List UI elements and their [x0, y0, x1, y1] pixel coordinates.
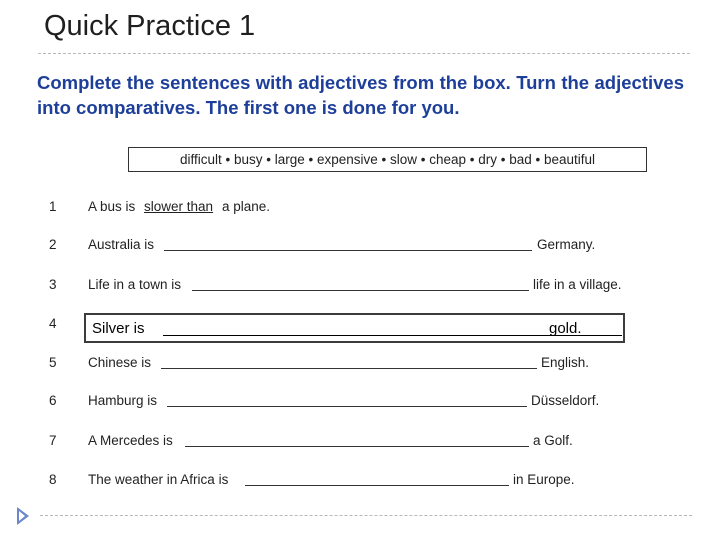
slide-title: Quick Practice 1 — [44, 10, 256, 42]
instructions-text: Complete the sentences with adjectives from the box. Turn the adjectives into comparatives. The first one is done for you. — [37, 72, 684, 118]
answer-blank[interactable] — [185, 446, 529, 447]
sentence-number: 5 — [49, 355, 57, 370]
sentence-number: 8 — [49, 472, 57, 487]
sentence-ending: in Europe. — [513, 472, 575, 487]
sentence-ending: Germany. — [537, 237, 596, 252]
top-divider — [38, 53, 690, 54]
sentence-ending: a Golf. — [533, 433, 573, 448]
sentence-text: A Mercedes is — [88, 433, 173, 448]
answer-blank[interactable] — [161, 368, 537, 369]
answer-blank[interactable] — [164, 250, 532, 251]
sentence-row-2 — [0, 237, 720, 259]
sentence-text: Silver is — [92, 320, 145, 337]
sentence-number: 3 — [49, 277, 57, 292]
slide-nav-arrow-icon[interactable] — [17, 507, 29, 525]
sentence-number: 2 — [49, 237, 57, 252]
sentence-number: 4 — [49, 316, 57, 331]
sentence-row-5 — [0, 355, 720, 377]
sentence-text: Chinese is — [88, 355, 152, 370]
sentence-row-1 — [0, 199, 720, 221]
sentence-text: Australia is — [88, 237, 155, 252]
sentence-text: Life in a town is — [88, 277, 182, 292]
word-box: difficult • busy • large • expensive • slow • cheap • dry • bad • beautiful — [128, 147, 647, 172]
sentence-ending: gold. — [549, 320, 582, 337]
sentence-ending: Düsseldorf. — [531, 393, 600, 408]
answer-blank[interactable] — [245, 485, 509, 486]
bottom-divider — [40, 515, 692, 516]
sentence-number: 6 — [49, 393, 57, 408]
sentence-text: Hamburg is — [88, 393, 158, 408]
sentence-text: A bus is — [88, 199, 136, 214]
sentence-number: 7 — [49, 433, 57, 448]
sentence-row-3 — [0, 277, 720, 299]
sentence-number: 1 — [49, 199, 57, 214]
sentence-text: The weather in Africa is — [88, 472, 229, 487]
sentence-ending: life in a village. — [533, 277, 622, 292]
sentence-ending: English. — [541, 355, 590, 370]
example-answer: slower than — [144, 199, 214, 214]
sentence-row-6 — [0, 393, 720, 415]
sentence-row-7 — [0, 433, 720, 455]
answer-blank[interactable] — [167, 406, 527, 407]
answer-blank[interactable] — [192, 290, 529, 291]
highlighted-sentence-box — [84, 313, 625, 343]
sentence-ending: a plane. — [222, 199, 271, 214]
sentence-row-8 — [0, 472, 720, 494]
